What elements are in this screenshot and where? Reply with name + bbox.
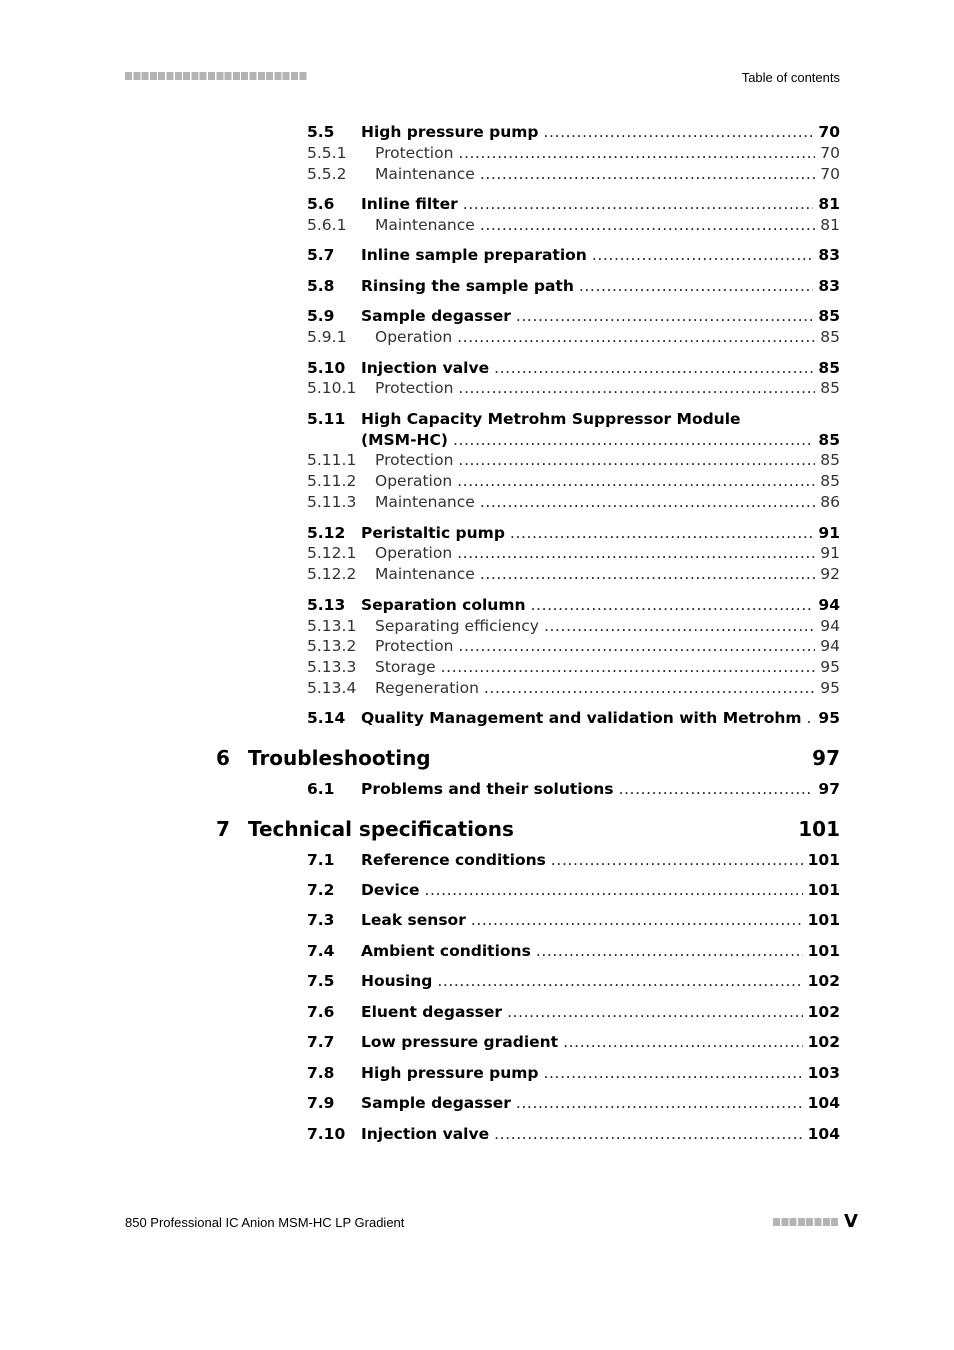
- toc-page: 86: [820, 493, 840, 511]
- toc-title: Storage: [375, 658, 436, 676]
- toc-title: Problems and their solutions: [361, 780, 614, 798]
- toc-leader: [453, 430, 813, 450]
- toc-entry[interactable]: [307, 143, 840, 163]
- toc-entry[interactable]: [307, 657, 840, 677]
- toc-leader: [544, 616, 815, 636]
- toc-page: 95: [820, 658, 840, 676]
- toc-page: 91: [820, 544, 840, 562]
- toc-number: 5.12.2: [307, 565, 357, 583]
- toc-title: Separation column: [361, 596, 526, 614]
- toc-title: Low pressure gradient: [361, 1033, 559, 1051]
- toc-number: 5.9.1: [307, 328, 347, 346]
- toc-page: 104: [807, 1094, 840, 1112]
- toc-entry[interactable]: [307, 492, 840, 512]
- toc-entry[interactable]: [307, 880, 840, 900]
- toc-leader: [494, 358, 813, 378]
- toc-leader: [551, 850, 803, 870]
- toc-entry[interactable]: [307, 1032, 840, 1052]
- toc-page: 70: [820, 144, 840, 162]
- toc-entry[interactable]: [307, 450, 840, 470]
- toc-title: Protection: [375, 379, 454, 397]
- toc-number: 7.2: [307, 881, 335, 899]
- toc-leader: [531, 595, 814, 615]
- toc-entry[interactable]: [307, 1093, 840, 1113]
- toc-page: 70: [820, 165, 840, 183]
- toc-title: Housing: [361, 972, 433, 990]
- toc-leader: [457, 471, 815, 491]
- toc-chapter-heading[interactable]: [216, 816, 840, 842]
- toc-leader: [510, 523, 814, 543]
- toc-number: 5.11.1: [307, 451, 357, 469]
- footer-page-number: V: [844, 1211, 858, 1232]
- toc-entry[interactable]: [307, 409, 840, 450]
- toc-title: Device: [361, 881, 420, 899]
- toc-entry[interactable]: [307, 910, 840, 930]
- toc-chapter-heading[interactable]: [216, 745, 840, 771]
- toc-number: 7.6: [307, 1003, 335, 1021]
- toc-number: 5.11.3: [307, 493, 357, 511]
- toc-title: Injection valve: [361, 1125, 490, 1143]
- toc-title: Ambient conditions: [361, 942, 531, 960]
- toc-entry[interactable]: [307, 779, 840, 799]
- toc-entry[interactable]: [307, 678, 840, 698]
- toc-title: (MSM-HC): [361, 431, 448, 449]
- toc-page: 83: [818, 277, 840, 295]
- toc-leader: [536, 941, 803, 961]
- toc-entry[interactable]: [307, 215, 840, 235]
- toc-title: Sample degasser: [361, 1094, 511, 1112]
- chapter-title: Troubleshooting: [248, 746, 431, 770]
- toc-entry[interactable]: [307, 306, 840, 326]
- toc-leader: [543, 1063, 802, 1083]
- toc-entry[interactable]: [307, 164, 840, 184]
- toc-entry[interactable]: [307, 616, 840, 636]
- toc-leader: [480, 215, 815, 235]
- toc-entry[interactable]: [307, 941, 840, 961]
- toc-title: Operation: [375, 472, 453, 490]
- toc-number: 5.13: [307, 596, 346, 614]
- toc-number: 7.7: [307, 1033, 335, 1051]
- toc-title: Separating efficiency: [375, 617, 539, 635]
- toc-leader: [458, 636, 815, 656]
- toc-page: 102: [807, 1033, 840, 1051]
- toc-number: 5.10.1: [307, 379, 357, 397]
- toc-page: 85: [820, 451, 840, 469]
- toc-entry[interactable]: [307, 523, 840, 543]
- toc-title-line1: High Capacity Metrohm Suppressor Module: [361, 410, 741, 428]
- toc-leader: [457, 543, 815, 563]
- toc-page: 101: [807, 942, 840, 960]
- toc-page: 103: [807, 1064, 840, 1082]
- toc-entry[interactable]: [307, 971, 840, 991]
- toc-leader: [563, 1032, 803, 1052]
- toc-number: 5.13.2: [307, 637, 357, 655]
- toc-leader: [516, 306, 814, 326]
- toc-entry[interactable]: [307, 327, 840, 347]
- chapter-title: Technical specifications: [248, 817, 514, 841]
- toc-page: 91: [818, 524, 840, 542]
- toc-page: 94: [820, 617, 840, 635]
- toc-title: Operation: [375, 544, 453, 562]
- toc-number: 5.13.4: [307, 679, 357, 697]
- toc-title: Inline filter: [361, 195, 458, 213]
- toc-leader: [807, 708, 814, 728]
- toc-number: 5.8: [307, 277, 335, 295]
- chapter-page: 101: [798, 817, 840, 841]
- toc-number: 5.7: [307, 246, 335, 264]
- toc-page: 102: [807, 1003, 840, 1021]
- toc-page: 81: [818, 195, 840, 213]
- toc-leader: [494, 1124, 803, 1144]
- toc-leader: [463, 194, 814, 214]
- toc-page: 92: [820, 565, 840, 583]
- toc-leader: [471, 910, 803, 930]
- toc-title: Maintenance: [375, 165, 475, 183]
- toc-title: High pressure pump: [361, 123, 539, 141]
- toc-page: 101: [807, 881, 840, 899]
- footer-decoration-bar: [773, 1218, 839, 1226]
- toc-title: Eluent degasser: [361, 1003, 503, 1021]
- toc-number: 7.8: [307, 1064, 335, 1082]
- toc-entry[interactable]: [307, 1002, 840, 1022]
- toc-number: 5.11: [307, 410, 346, 428]
- toc-number: 5.5.1: [307, 144, 347, 162]
- toc-number: 5.14: [307, 709, 346, 727]
- toc-number: 7.10: [307, 1125, 346, 1143]
- toc-number: 5.13.3: [307, 658, 357, 676]
- toc-entry[interactable]: [307, 378, 840, 398]
- footer-product-name: 850 Professional IC Anion MSM-HC LP Gradient: [125, 1215, 405, 1230]
- toc-entry[interactable]: [307, 358, 840, 378]
- toc-page: 95: [820, 679, 840, 697]
- toc-entry[interactable]: [307, 245, 840, 265]
- toc-leader: [441, 657, 816, 677]
- toc-number: 5.9: [307, 307, 335, 325]
- toc-number: 5.10: [307, 359, 346, 377]
- toc-title: Protection: [375, 451, 454, 469]
- toc-page: 85: [818, 431, 840, 449]
- toc-leader: [457, 327, 815, 347]
- toc-page: 102: [807, 972, 840, 990]
- toc-page: 70: [818, 123, 840, 141]
- toc-number: 5.5: [307, 123, 335, 141]
- toc-number: 7.4: [307, 942, 335, 960]
- toc-page: 97: [818, 780, 840, 798]
- toc-leader: [507, 1002, 803, 1022]
- toc-number: 5.12: [307, 524, 346, 542]
- toc-title: Inline sample preparation: [361, 246, 587, 264]
- toc-title: Leak sensor: [361, 911, 466, 929]
- toc-entry[interactable]: [307, 276, 840, 296]
- toc-leader: [619, 779, 814, 799]
- toc-leader: [437, 971, 802, 991]
- toc-leader: [458, 143, 815, 163]
- toc-title: Maintenance: [375, 565, 475, 583]
- toc-title: Rinsing the sample path: [361, 277, 574, 295]
- toc-title: Regeneration: [375, 679, 479, 697]
- toc-entry[interactable]: [307, 122, 840, 142]
- toc-number: 7.3: [307, 911, 335, 929]
- toc-entry[interactable]: [307, 708, 840, 728]
- toc-page: 85: [820, 328, 840, 346]
- toc-leader: [458, 378, 815, 398]
- toc-number: 7.9: [307, 1094, 335, 1112]
- toc-number: 5.13.1: [307, 617, 357, 635]
- toc-title: Reference conditions: [361, 851, 546, 869]
- toc-page: 83: [818, 246, 840, 264]
- toc-entry[interactable]: [307, 194, 840, 214]
- toc-page: 85: [820, 379, 840, 397]
- toc-leader: [458, 450, 815, 470]
- toc-title: Quality Management and validation with Metrohm: [361, 709, 802, 727]
- toc-title: Injection valve: [361, 359, 490, 377]
- toc-page: 95: [818, 709, 840, 727]
- toc-number: 5.6: [307, 195, 335, 213]
- toc-page: 94: [820, 637, 840, 655]
- toc-entry[interactable]: [307, 850, 840, 870]
- toc-title: Maintenance: [375, 493, 475, 511]
- toc-leader: [480, 164, 815, 184]
- toc-page: 101: [807, 851, 840, 869]
- toc-title: Peristaltic pump: [361, 524, 505, 542]
- toc-title: Maintenance: [375, 216, 475, 234]
- toc-page: 101: [807, 911, 840, 929]
- toc-entry[interactable]: [307, 595, 840, 615]
- toc-number: 7.5: [307, 972, 335, 990]
- toc-number: 5.12.1: [307, 544, 357, 562]
- header-decoration-bar: [125, 72, 307, 80]
- toc-page: 85: [818, 359, 840, 377]
- toc-page: 81: [820, 216, 840, 234]
- toc-title: Protection: [375, 144, 454, 162]
- toc-leader: [425, 880, 803, 900]
- toc-number: 7.1: [307, 851, 335, 869]
- toc-entry[interactable]: [307, 1124, 840, 1144]
- toc-number: 5.11.2: [307, 472, 357, 490]
- toc-entry[interactable]: [307, 1063, 840, 1083]
- toc-leader: [516, 1093, 803, 1113]
- toc-leader: [579, 276, 814, 296]
- toc-entry[interactable]: [307, 636, 840, 656]
- toc-leader: [480, 492, 815, 512]
- toc-title: High pressure pump: [361, 1064, 539, 1082]
- toc-leader: [592, 245, 814, 265]
- toc-leader: [543, 122, 813, 142]
- toc-page: 94: [818, 596, 840, 614]
- toc-entry[interactable]: [307, 543, 840, 563]
- toc-title: Operation: [375, 328, 453, 346]
- chapter-page: 97: [812, 746, 840, 770]
- toc-number: 6.1: [307, 780, 335, 798]
- toc-page: 104: [807, 1125, 840, 1143]
- toc-leader: [484, 678, 815, 698]
- toc-leader: [480, 564, 815, 584]
- chapter-number: 6: [216, 746, 230, 770]
- toc-page: 85: [820, 472, 840, 490]
- toc-entry[interactable]: [307, 564, 840, 584]
- toc-entry[interactable]: [307, 471, 840, 491]
- toc-title: Sample degasser: [361, 307, 511, 325]
- toc-number: 5.6.1: [307, 216, 347, 234]
- running-header-title: Table of contents: [741, 70, 840, 85]
- toc-title: Protection: [375, 637, 454, 655]
- toc-number: 5.5.2: [307, 165, 347, 183]
- chapter-number: 7: [216, 817, 230, 841]
- toc-page: 85: [818, 307, 840, 325]
